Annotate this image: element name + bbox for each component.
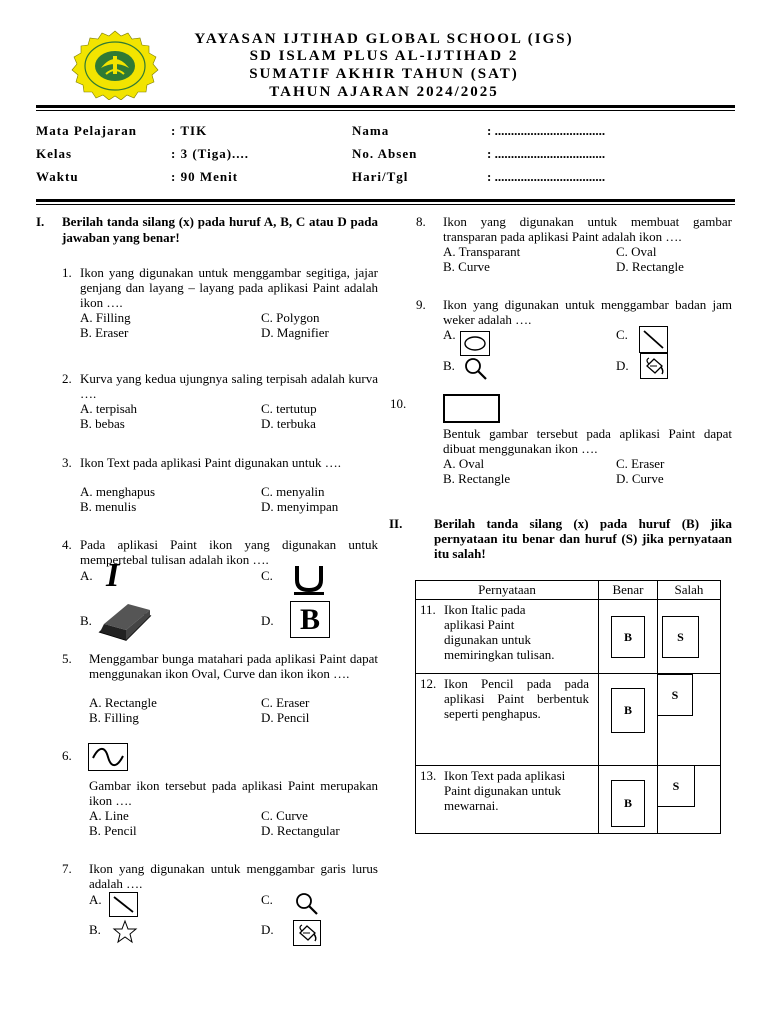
header-divider	[36, 105, 735, 108]
answer-true-box-11[interactable]: B	[611, 616, 645, 658]
q8-text: Ikon yang digunakan untuk membuat gambar transparan pada aplikasi Paint adalah ikon ….	[443, 214, 732, 244]
q2-text: Kurva yang kedua ujungnya saling terpisah adalah kurva ….	[80, 371, 378, 401]
magnifier-icon	[294, 891, 320, 917]
value-subject: : TIK	[171, 123, 208, 138]
q6-option-c[interactable]: C. Curve	[261, 808, 308, 823]
star-icon	[112, 919, 138, 945]
label-absen: No. Absen	[352, 146, 418, 161]
identity-divider-thin	[36, 204, 735, 205]
q9-option-a[interactable]: A.	[443, 327, 456, 342]
q3-option-a[interactable]: A. menghapus	[80, 484, 156, 499]
oval-icon-shape	[461, 332, 489, 355]
q4-text: Pada aplikasi Paint ikon yang digunakan untuk mempertebal tulisan adalah ikon ….	[80, 537, 378, 567]
date-field[interactable]: : ..................................	[487, 169, 606, 184]
curve-icon	[88, 743, 128, 771]
fill-bucket-icon	[293, 920, 321, 946]
bold-icon	[290, 601, 330, 638]
q1-option-b[interactable]: B. Eraser	[80, 325, 129, 340]
q3-number: 3.	[62, 455, 72, 470]
q8-option-a[interactable]: A. Transparant	[443, 244, 521, 259]
section2-instruction: Berilah tanda silang (x) pada huruf (B) jika pernyataan itu benar dan huruf (S) jika pernyataan itu salah!	[434, 516, 732, 561]
q5-option-d[interactable]: D. Pencil	[261, 710, 310, 725]
name-field[interactable]: : ..................................	[487, 123, 606, 138]
line-icon-shape	[110, 893, 137, 916]
label-class: Kelas	[36, 146, 73, 161]
header-exam-title: SUMATIF AKHIR TAHUN (SAT)	[249, 66, 519, 82]
section1-number: I.	[36, 214, 45, 229]
q5-option-a[interactable]: A. Rectangle	[89, 695, 157, 710]
header-school-unit: SD ISLAM PLUS AL-IJTIHAD 2	[249, 48, 519, 64]
oval-icon	[460, 331, 490, 356]
q7-option-c[interactable]: C.	[261, 892, 273, 907]
q9-number: 9.	[416, 297, 426, 312]
q6-option-a[interactable]: A. Line	[89, 808, 129, 823]
label-name: Nama	[352, 123, 390, 138]
q9-option-d[interactable]: D.	[616, 358, 629, 373]
q10-option-d[interactable]: D. Curve	[616, 471, 664, 486]
value-class: : 3 (Tiga)....	[171, 146, 250, 161]
q7-option-d[interactable]: D.	[261, 922, 274, 937]
q1-text: Ikon yang digunakan untuk menggambar segitiga, jajar genjang dan layang – layang pada aplikasi Paint adalah ikon ….	[80, 265, 378, 310]
q7-option-a[interactable]: A.	[89, 892, 102, 907]
label-time: Waktu	[36, 169, 79, 184]
tf-row-statement	[416, 674, 599, 766]
value-time: : 90 Menit	[171, 169, 239, 184]
section1-instruction: Berilah tanda silang (x) pada huruf A, B, C atau D pada jawaban yang benar!	[62, 214, 378, 245]
q4-option-d[interactable]: D.	[261, 613, 274, 628]
q3-text: Ikon Text pada aplikasi Paint digunakan untuk ….	[80, 455, 341, 470]
answer-false-box-11[interactable]: S	[662, 616, 699, 658]
q6-text: Gambar ikon tersebut pada aplikasi Paint merupakan ikon ….	[89, 778, 378, 808]
header-school-name: YAYASAN IJTIHAD GLOBAL SCHOOL (IGS)	[194, 31, 574, 47]
fill-bucket-icon-shape	[294, 921, 320, 945]
q4-option-b[interactable]: B.	[80, 613, 92, 628]
q2-option-c[interactable]: C. tertutup	[261, 401, 317, 416]
q2-option-a[interactable]: A. terpisah	[80, 401, 138, 416]
absen-field[interactable]: : ..................................	[487, 146, 606, 161]
eraser-icon	[96, 602, 156, 642]
fill-bucket-icon	[640, 353, 668, 379]
italic-icon: I	[106, 557, 120, 594]
q1-option-d[interactable]: D. Magnifier	[261, 325, 329, 340]
q8-option-d[interactable]: D. Rectangle	[616, 259, 684, 274]
q10-option-a[interactable]: A. Oval	[443, 456, 485, 471]
line-icon	[639, 326, 668, 353]
q8-number: 8.	[416, 214, 426, 229]
answer-true-box-13[interactable]: B	[611, 780, 645, 827]
tf-row-number: 13.	[420, 768, 437, 783]
answer-false-box-13[interactable]: S	[657, 765, 695, 807]
bold-icon-glyph: B	[299, 603, 320, 636]
tf-row-text: Ikon Text pada aplikasi Paint digunakan untuk mewarnai.	[444, 768, 566, 813]
q4-option-c[interactable]: C.	[261, 568, 273, 583]
q3-option-d[interactable]: D. menyimpan	[261, 499, 339, 514]
label-date: Hari/Tgl	[352, 169, 409, 184]
fill-bucket-icon-shape	[641, 354, 667, 378]
q4-number: 4.	[62, 537, 72, 552]
q3-option-b[interactable]: B. menulis	[80, 499, 137, 514]
q9-option-b[interactable]: B.	[443, 358, 455, 373]
q5-option-c[interactable]: C. Eraser	[261, 695, 310, 710]
col-statement: Pernyataan	[416, 581, 599, 600]
line-icon	[109, 892, 138, 917]
q3-option-c[interactable]: C. menyalin	[261, 484, 325, 499]
tf-row-number: 11.	[420, 602, 436, 617]
q6-option-d[interactable]: D. Rectangular	[261, 823, 340, 838]
answer-false-box-12[interactable]: S	[657, 674, 693, 716]
q1-number: 1.	[62, 265, 72, 280]
line-icon-shape	[640, 327, 667, 352]
header-year: TAHUN AJARAN 2024/2025	[269, 84, 499, 100]
answer-true-box-12[interactable]: B	[611, 688, 645, 733]
q7-option-b[interactable]: B.	[89, 922, 101, 937]
q1-option-a[interactable]: A. Filling	[80, 310, 131, 325]
tf-row-statement	[416, 600, 599, 674]
q10-number: 10.	[390, 396, 407, 411]
q5-number: 5.	[62, 651, 72, 666]
col-true: Benar	[599, 581, 658, 600]
q6-number: 6.	[62, 748, 72, 763]
q5-option-b[interactable]: B. Filling	[89, 710, 139, 725]
tf-row-statement	[416, 766, 599, 834]
curve-icon-shape	[89, 744, 127, 770]
q2-option-b[interactable]: B. bebas	[80, 416, 125, 431]
col-false: Salah	[658, 581, 721, 600]
header-divider-thin	[36, 110, 735, 111]
q10-text: Bentuk gambar tersebut pada aplikasi Paint dapat dibuat menggunakan ikon ….	[443, 426, 732, 456]
tf-row-text: Ikon Pencil pada pada aplikasi Paint berbentuk seperti penghapus.	[444, 676, 589, 721]
label-subject: Mata Pelajaran	[36, 123, 138, 138]
magnifier-icon	[463, 356, 489, 382]
q9-option-c[interactable]: C.	[616, 327, 628, 342]
q8-option-c[interactable]: C. Oval	[616, 244, 657, 259]
q6-option-b[interactable]: B. Pencil	[89, 823, 137, 838]
q10-option-b[interactable]: B. Rectangle	[443, 471, 511, 486]
q10-option-c[interactable]: C. Eraser	[616, 456, 665, 471]
rectangle-icon	[443, 394, 500, 423]
q4-option-a[interactable]: A.	[80, 568, 93, 583]
q2-number: 2.	[62, 371, 72, 386]
q7-number: 7.	[62, 861, 72, 876]
q9-text: Ikon yang digunakan untuk menggambar badan jam weker adalah ….	[443, 297, 732, 327]
identity-divider	[36, 199, 735, 202]
tf-row-number: 12.	[420, 676, 437, 691]
tf-row-text: Ikon Italic pada aplikasi Paint digunakan untuk memiringkan tulisan.	[444, 602, 555, 662]
q2-option-d[interactable]: D. terbuka	[261, 416, 316, 431]
section2-number: II.	[389, 516, 403, 531]
q8-option-b[interactable]: B. Curve	[443, 259, 490, 274]
q1-option-c[interactable]: C. Polygon	[261, 310, 320, 325]
underline-icon	[291, 564, 327, 596]
q5-text: Menggambar bunga matahari pada aplikasi Paint dapat menggunakan ikon Oval, Curve dan ikon ikon ….	[89, 651, 378, 681]
q7-text: Ikon yang digunakan untuk menggambar garis lurus adalah ….	[89, 861, 378, 891]
